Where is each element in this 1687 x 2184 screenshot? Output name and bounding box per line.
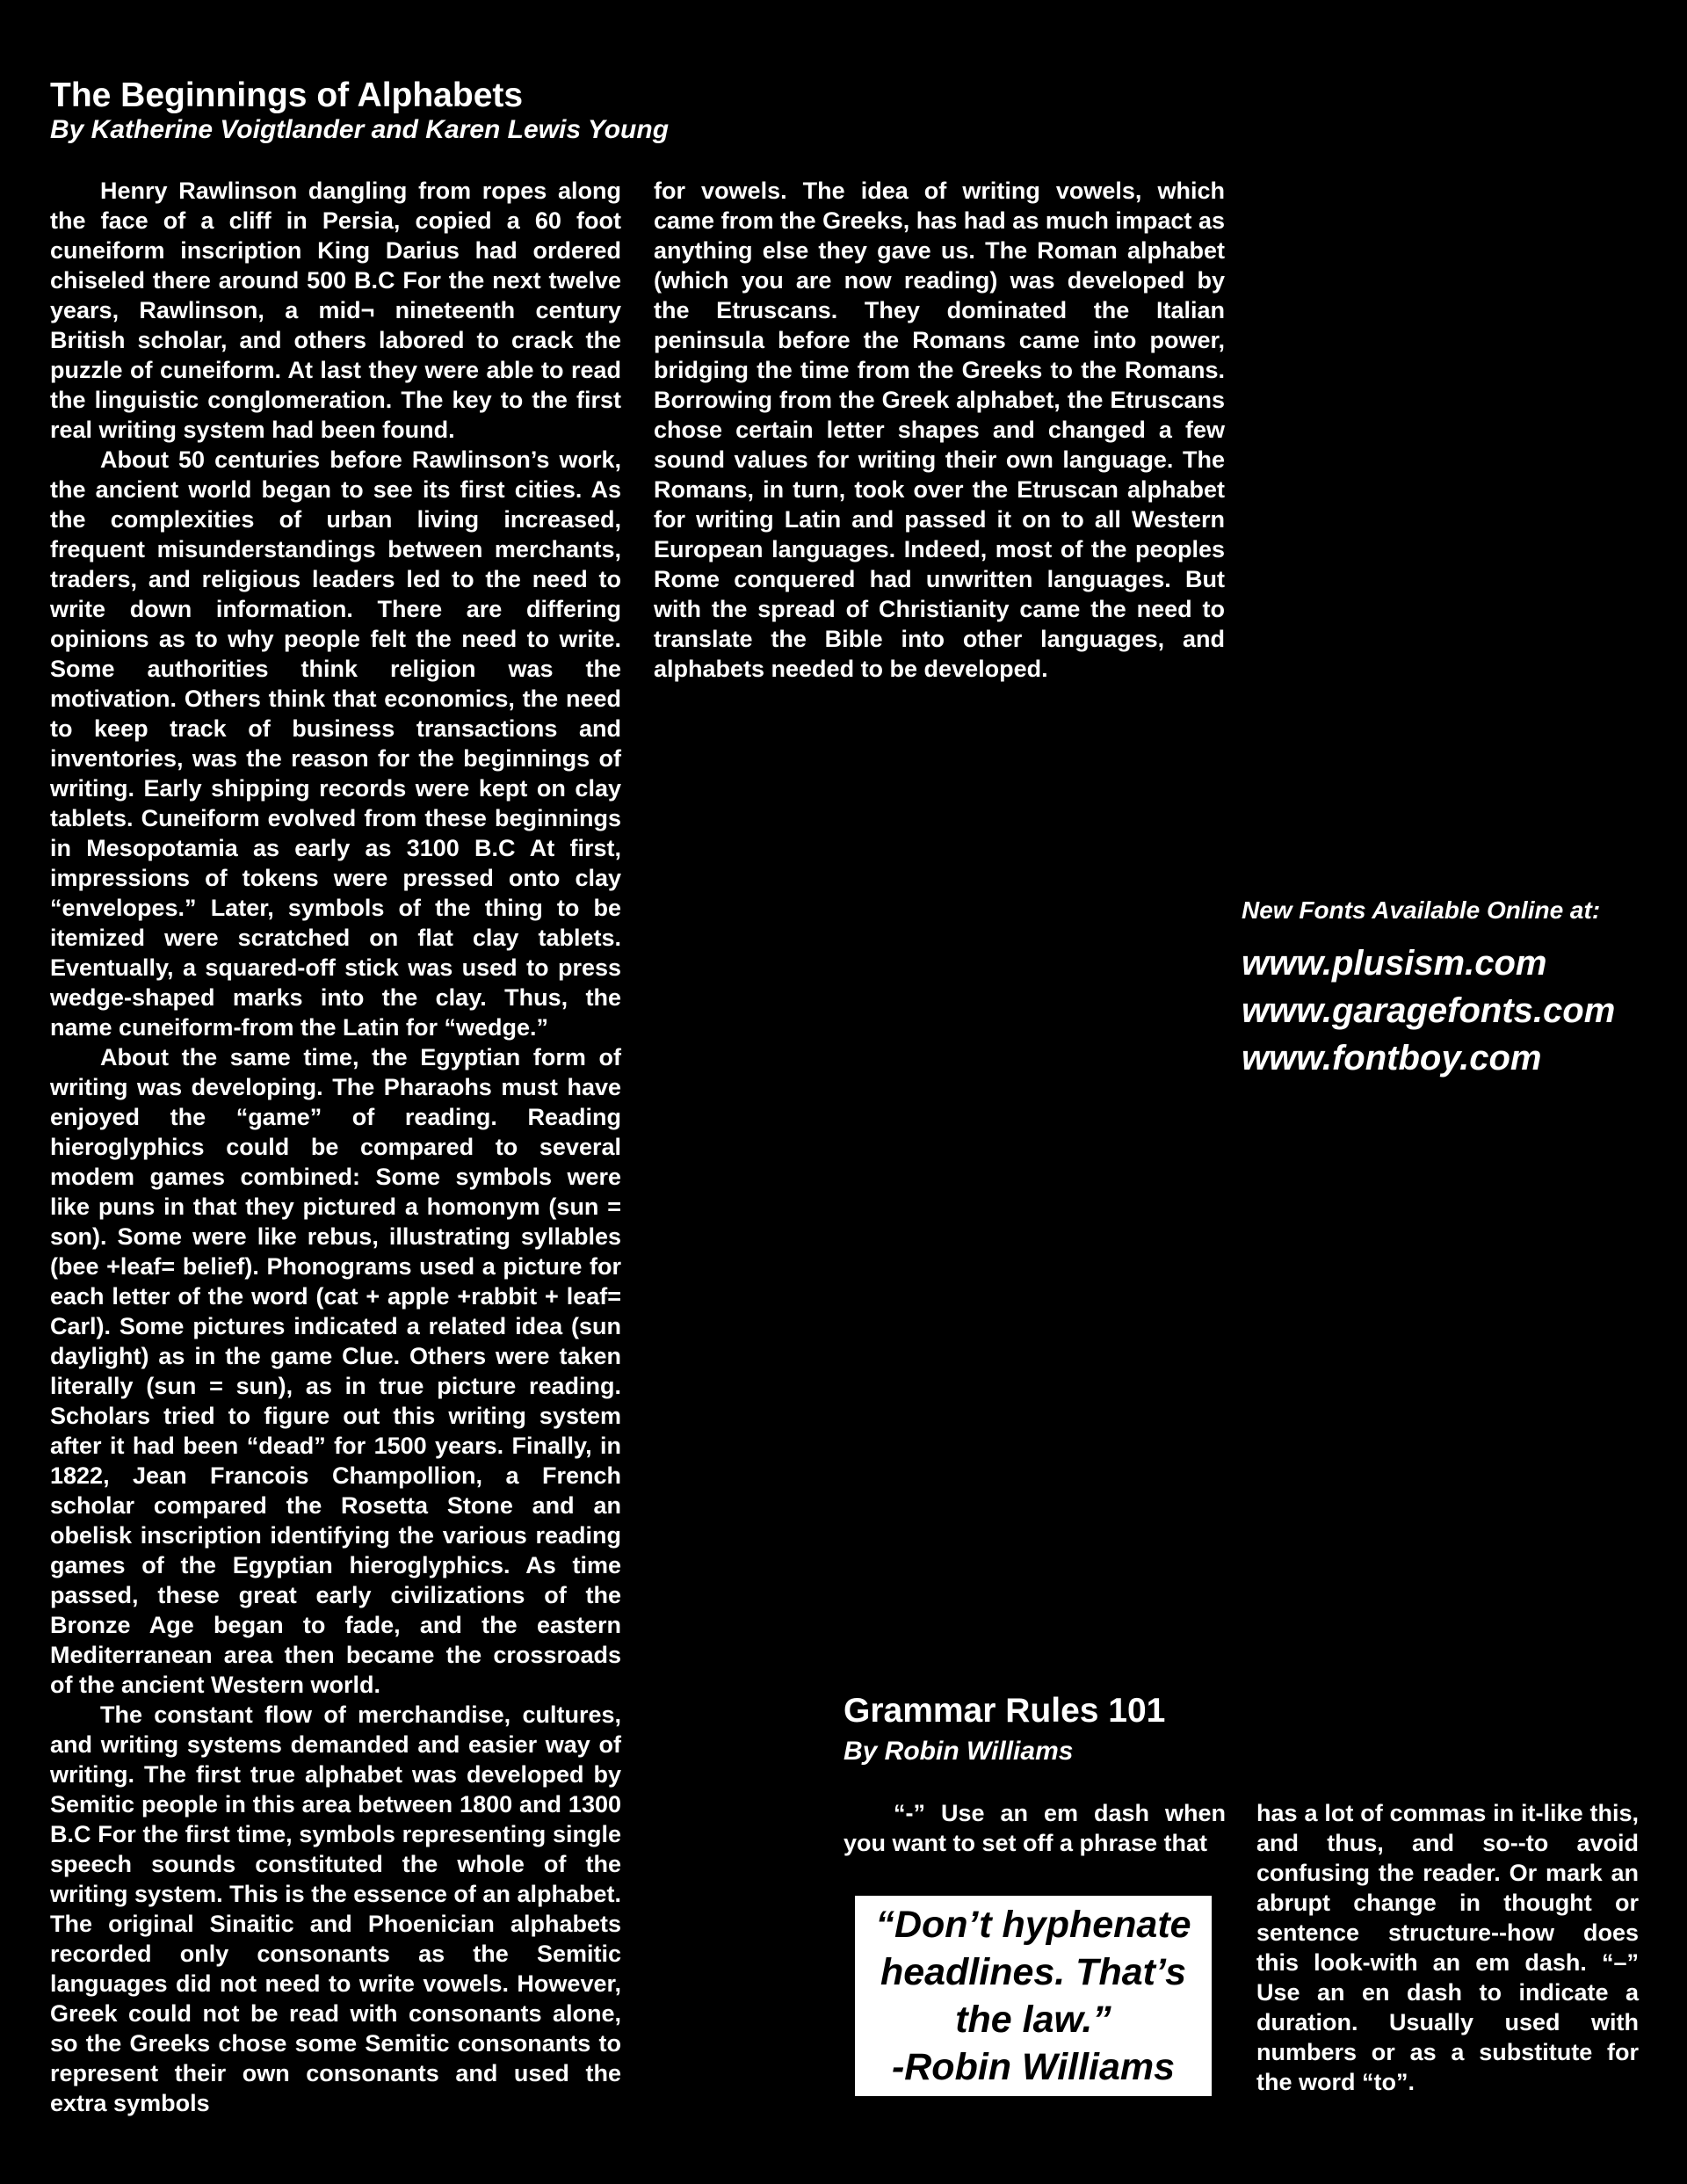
pull-quote <box>855 1896 1212 2096</box>
quote-line: the law.” <box>955 1999 1111 2041</box>
article-column-1 <box>50 176 621 2118</box>
quote-line: “Don’t hyphenate <box>875 1904 1191 1946</box>
paragraph: About 50 centuries before Rawlinson’s work, the ancient world began to see its first cities. As the complexities of urban living increased, frequent misunderstandings between merchants, traders, and religious leaders led to the need to write down information. There are differing opinions as to why people felt the need to write. Some authorities think religion was the motivation. Others think that economics, the need to keep track of business transactions and inventories, was the reason for the beginnings of writing. Early shipping records were kept on clay tablets. Cuneiform evolved from these beginnings in Mesopotamia as early as 3100 B.C At first, impressions of tokens were pressed onto clay “envelopes.” Later, symbols of the thing to be itemized were scratched on flat clay tablets. Eventually, a squared-off stick was used to press wedge-shaped marks into the clay. Thus, the name cuneiform-from the Latin for “wedge.” <box>50 446 621 1041</box>
quote-line: -Robin Williams <box>891 2046 1176 2088</box>
paragraph: for vowels. The idea of writing vowels, which came from the Greeks, has had as much impact as anything else they gave us. The Roman alphabet (which you are now reading) was developed by the Etruscans. They dominated the Italian peninsula before the Romans came into power, bridging the time from the Greeks to the Romans. Borrowing from the Greek alphabet, the Etruscans chose certain letter shapes and changed a few sound values for writing their own language. The Romans, in turn, took over the Etruscan alphabet for writing Latin and passed it on to all Western European languages. Indeed, most of the peoples Rome conquered had unwritten languages. But with the spread of Christianity came the need to translate the Bible into other languages, and alphabets needed to be developed. <box>654 178 1225 682</box>
fonts-heading: New Fonts Available Online at: <box>1242 896 1601 924</box>
grammar-column-1 <box>844 1798 1226 1858</box>
grammar-column-2 <box>1256 1798 1639 2097</box>
article-column-2 <box>654 176 1225 684</box>
grammar-title: Grammar Rules 101 <box>844 1692 1166 1730</box>
paragraph: Henry Rawlinson dangling from ropes along the face of a cliff in Persia, copied a 60 foot cuneiform inscription King Darius had ordered chiseled there around 500 B.C For the next twelve years, Rawlinson, a mid¬ nineteenth century British scholar, and others labored to crack the puzzle of cuneiform. At last they were able to read the linguistic conglomeration. The key to the first real writing system had been found. <box>50 178 621 443</box>
paragraph: About the same time, the Egyptian form of writing was developing. The Pharaohs must have enjoyed the “game” of reading. Reading hieroglyphics could be compared to several modem games combined: Some symbols were like puns in that they pictured a homonym (sun = son). Some were like rebus, illustrating syllables (bee +leaf= belief). Phonograms used a picture for each letter of the word (cat + apple +rabbit + leaf= Carl). Some pictures indicated a related idea (sun daylight) as in the game Clue. Others were taken literally (sun = sun), as in true picture reading. Scholars tried to figure out this writing system after it had been “dead” for 1500 years. Finally, in 1822, Jean Francois Champollion, a French scholar compared the Rosetta Stone and an obelisk inscription identifying the various reading games of the Egyptian hieroglyphics. As time passed, these great early civilizations of the Bronze Age began to fade, and the eastern Mediterranean area then became the crossroads of the ancient Western world. <box>50 1044 621 1698</box>
font-link[interactable]: www.garagefonts.com <box>1242 991 1616 1030</box>
quote-line: headlines. That’s <box>880 1951 1187 1993</box>
article-byline: By Katherine Voigtlander and Karen Lewis Young <box>50 115 670 144</box>
font-link[interactable]: www.plusism.com <box>1242 944 1547 983</box>
paragraph: has a lot of commas in it-like this, and thus, and so--to avoid confusing the reader. Or mark an abrupt change in thought or sentence structure--how does this look-with an em dash. “–” Use an en dash to indicate a duration. Usually used with numbers or as a substitute for the word “to”. <box>1256 1800 1639 2095</box>
grammar-byline: By Robin Williams <box>844 1737 1074 1766</box>
paragraph: “-” Use an em dash when you want to set off a phrase that <box>844 1800 1226 1856</box>
paragraph: The constant flow of merchandise, cultures, and writing systems demanded and easier way of writing. The first true alphabet was developed by Semitic people in this area between 1800 and 1300 B.C For the first time, symbols representing single speech sounds constituted the whole of the writing system. This is the essence of an alphabet. The original Sinaitic and Phoenician alphabets recorded only consonants as the Semitic languages did not need to write vowels. However, Greek could not be read with consonants alone, so the Greeks chose some Semitic consonants to represent their own consonants and used the extra symbols <box>50 1701 621 2116</box>
font-link[interactable]: www.fontboy.com <box>1242 1039 1542 1077</box>
article-title: The Beginnings of Alphabets <box>50 76 524 114</box>
